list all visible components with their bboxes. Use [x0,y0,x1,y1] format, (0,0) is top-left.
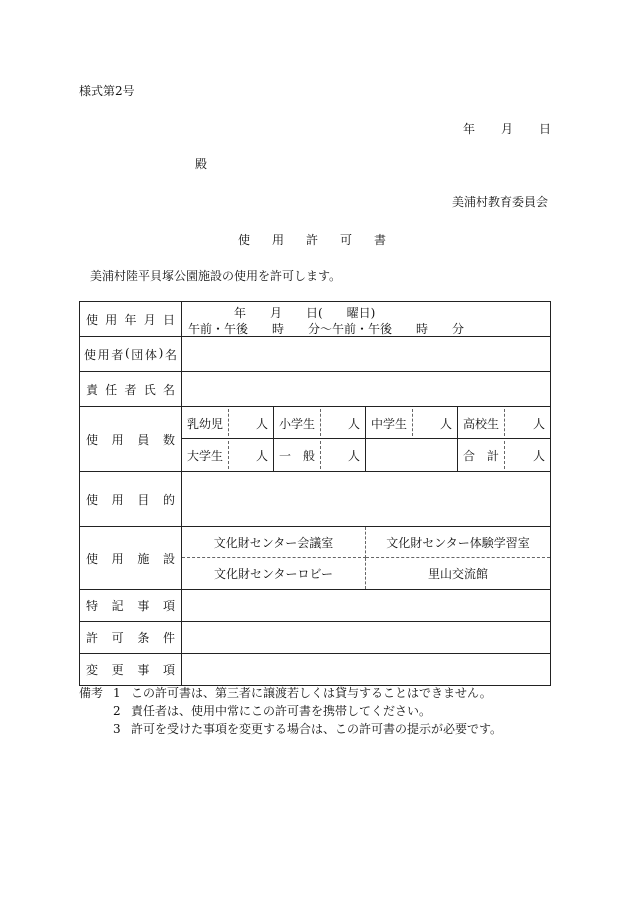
count-name: 大学生 [187,449,224,463]
facility-option[interactable]: 文化財センター会議室 [182,527,366,558]
conditions-value-cell[interactable] [182,622,551,654]
date-day: 日 [539,122,552,136]
count-cell-university[interactable] [182,439,274,471]
count-unit: 人 [439,417,452,431]
user-value-cell[interactable] [182,337,551,372]
changes-value-cell[interactable] [182,654,551,686]
note-number: 2 [113,704,121,718]
table-row [80,622,551,654]
issuer: 美浦村教育委員会 [452,195,549,209]
addressee: 殿 [195,157,208,171]
count-label-cell [80,407,182,472]
facility-value-cell [182,527,551,590]
date-field-line1: 年 月 日( 曜日) [234,306,376,320]
count-cell-junior-high[interactable] [366,407,458,439]
count-name: 中学生 [371,417,408,431]
date-field-line2: 午前・午後 時 分～午前・午後 時 分 [188,322,465,336]
conditions-label: 許 可 条 件 [86,631,175,645]
purpose-label-cell [80,472,182,527]
facility-option[interactable]: 文化財センターロビー [182,558,366,589]
title-char: 可 [340,233,353,247]
count-name: 高校生 [463,417,500,431]
count-name: 乳幼児 [187,417,224,431]
date-value-cell[interactable] [182,302,551,337]
note-text: 許可を受けた事項を変更する場合は、この許可書の提示が必要です。 [131,722,503,736]
table-row [80,372,551,407]
count-label: 使 用 員 数 [86,432,175,447]
table-row [80,302,551,337]
changes-label: 変 更 事 項 [86,663,175,677]
form-number: 様式第2号 [79,84,135,98]
count-cell-general[interactable] [274,439,366,471]
count-cell-elementary[interactable] [274,407,366,439]
count-unit: 人 [347,417,360,431]
date-month: 月 [501,122,514,136]
count-value-cell [182,407,551,472]
facility-label: 使 用 施 設 [86,551,175,566]
facility-option[interactable]: 里山交流館 [427,567,488,581]
table-row [80,590,551,622]
notes-section [79,684,579,738]
table-row [80,407,551,472]
note-item [79,720,579,738]
issue-date [463,120,551,137]
count-unit: 人 [347,449,360,463]
note-text: 責任者は、使用中常にこの許可書を携帯してください。 [131,704,432,718]
conditions-label-cell [80,622,182,654]
date-label-cell [80,302,182,337]
notes-heading: 備考 [79,686,104,700]
purpose-label: 使 用 目 的 [86,492,175,507]
title-char: 用 [272,233,285,247]
count-unit: 人 [532,449,545,463]
document-title [238,231,408,248]
note-item [79,702,579,720]
table-row [80,527,551,590]
changes-label-cell [80,654,182,686]
table-row [80,654,551,686]
permit-form-table [79,301,551,686]
responsible-label: 責 任 者 氏 名 [86,382,175,397]
count-unit: 人 [255,449,268,463]
note-number: 1 [113,686,121,700]
table-row [80,472,551,527]
note-number: 3 [113,722,121,736]
count-name: 一 般 [279,449,316,463]
facility-label-cell [80,527,182,590]
responsible-label-cell [80,372,182,407]
title-char: 書 [374,233,387,247]
table-row [80,337,551,372]
note-text: この許可書は、第三者に譲渡若しくは貸与することはできません。 [131,686,492,700]
date-label: 使 用 年 月 日 [86,312,175,327]
special-label-cell [80,590,182,622]
count-name: 合 計 [463,449,500,463]
user-label-cell [80,337,182,372]
title-char: 使 [238,233,251,247]
special-value-cell[interactable] [182,590,551,622]
count-cell-blank [366,439,458,471]
count-cell-high-school[interactable] [458,407,550,439]
count-cell-total[interactable] [458,439,550,471]
title-char: 許 [306,233,319,247]
user-label: 使 用 者 ( 団 体 ) 名 [84,345,177,362]
note-item [79,684,579,702]
count-unit: 人 [255,417,268,431]
purpose-value-cell[interactable] [182,472,551,527]
count-name: 小学生 [279,417,316,431]
date-year: 年 [463,122,476,136]
facility-option[interactable]: 文化財センター体験学習室 [366,527,550,558]
count-cell-infant[interactable] [182,407,274,439]
special-label: 特 記 事 項 [86,599,175,613]
responsible-value-cell[interactable] [182,372,551,407]
count-unit: 人 [532,417,545,431]
permission-statement: 美浦村陸平貝塚公園施設の使用を許可します。 [90,269,342,283]
